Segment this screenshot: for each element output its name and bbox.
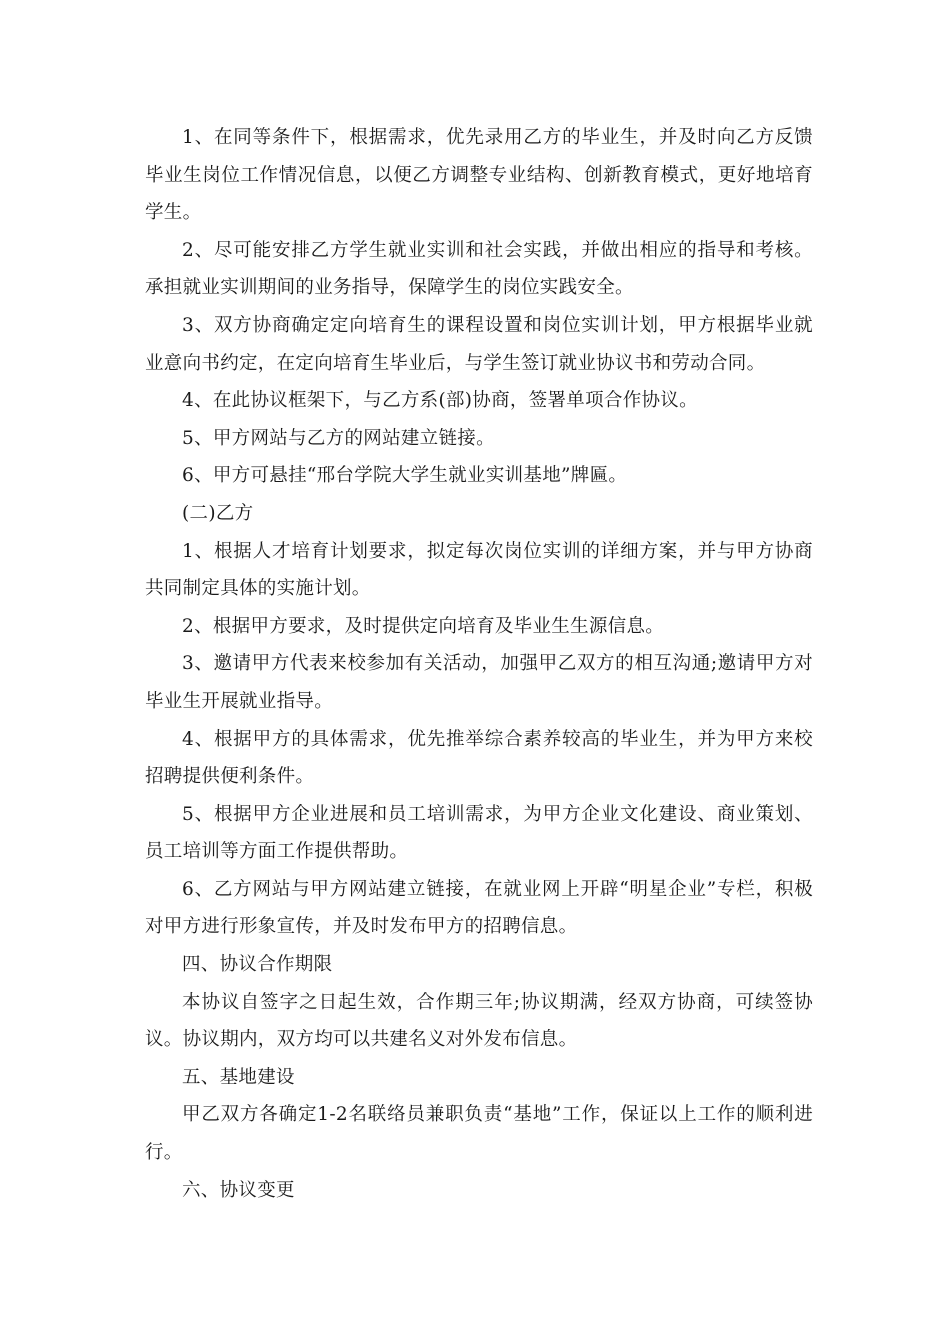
paragraph-jia-item-3: 3、双方协商确定定向培育生的课程设置和岗位实训计划，甲方根据毕业就业意向书约定，在定向培育生毕业后，与学生签订就业协议书和劳动合同。 bbox=[145, 314, 813, 374]
paragraph-jia-item-4: 4、在此协议框架下，与乙方系(部)协商，签署单项合作协议。 bbox=[182, 390, 698, 412]
paragraph-term: 本协议自签字之日起生效，合作期三年;协议期满，经双方协商，可续签协议。协议期内，双方均可以共建名义对外发布信息。 bbox=[145, 991, 813, 1051]
paragraph-jia-item-2: 2、尽可能安排乙方学生就业实训和社会实践，并做出相应的指导和考核。承担就业实训期间的业务指导，保障学生的岗位实践安全。 bbox=[145, 239, 813, 299]
paragraph-yi-item-6: 6、乙方网站与甲方网站建立链接，在就业网上开辟“明星企业”专栏，积极对甲方进行形象宣传，并及时发布甲方的招聘信息。 bbox=[145, 878, 813, 938]
paragraph-base: 甲乙双方各确定1-2名联络员兼职负责“基地”工作，保证以上工作的顺利进行。 bbox=[145, 1104, 813, 1164]
paragraph-yi-item-5: 5、根据甲方企业进展和员工培训需求，为甲方企业文化建设、商业策划、员工培训等方面工作提供帮助。 bbox=[145, 803, 813, 863]
section-heading-change: 六、协议变更 bbox=[182, 1179, 295, 1201]
paragraph-jia-item-6: 6、甲方可悬挂“邢台学院大学生就业实训基地”牌匾。 bbox=[182, 465, 628, 487]
paragraph-yi-item-1: 1、根据人才培育计划要求，拟定每次岗位实训的详细方案，并与甲方协商共同制定具体的实施计划。 bbox=[145, 540, 813, 600]
paragraph-yi-item-2: 2、根据甲方要求，及时提供定向培育及毕业生生源信息。 bbox=[182, 615, 665, 637]
paragraph-jia-item-5: 5、甲方网站与乙方的网站建立链接。 bbox=[182, 427, 495, 449]
section-heading-term: 四、协议合作期限 bbox=[182, 954, 333, 976]
paragraph-yi-item-4: 4、根据甲方的具体需求，优先推举综合素养较高的毕业生，并为甲方来校招聘提供便利条件。 bbox=[145, 728, 813, 788]
section-heading-yi: (二)乙方 bbox=[182, 502, 254, 524]
document-body bbox=[145, 119, 813, 1209]
paragraph-jia-item-1: 1、在同等条件下，根据需求，优先录用乙方的毕业生，并及时向乙方反馈毕业生岗位工作情况信息，以便乙方调整专业结构、创新教育模式，更好地培育学生。 bbox=[145, 127, 813, 224]
paragraph-yi-item-3: 3、邀请甲方代表来校参加有关活动，加强甲乙双方的相互沟通;邀请甲方对毕业生开展就业指导。 bbox=[145, 653, 813, 712]
section-heading-base: 五、基地建设 bbox=[182, 1066, 295, 1088]
